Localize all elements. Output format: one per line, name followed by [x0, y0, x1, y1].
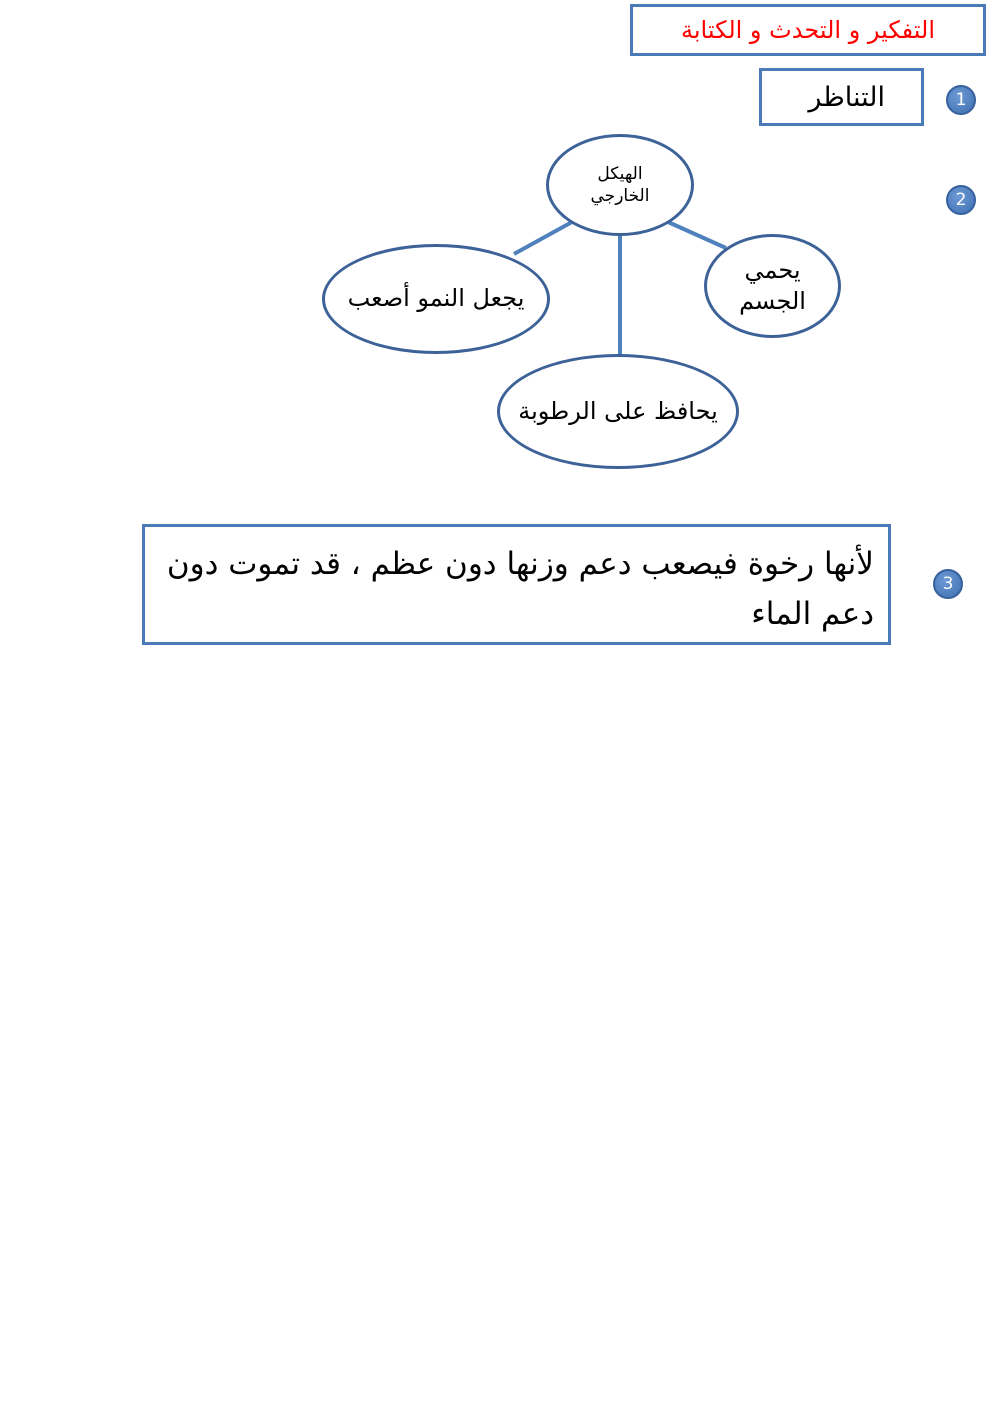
question-number-1: 1 [946, 85, 976, 115]
question-number-3: 3 [933, 569, 963, 599]
diagram-center-node: الهيكل الخارجي [546, 134, 694, 236]
answer-1-text: التناظر [808, 81, 885, 113]
diagram-node-growth-harder: يجعل النمو أصعب [322, 244, 550, 354]
question-number-2: 2 [946, 185, 976, 215]
diagram-node-keeps-moisture: يحافظ على الرطوبة [497, 354, 739, 469]
connector-left [514, 222, 572, 254]
answer-3-text: لأنها رخوة فيصعب دعم وزنها دون عظم ، قد تموت دون دعم الماء [166, 546, 874, 632]
connector-right [668, 222, 726, 248]
answer-3-box [142, 524, 891, 645]
diagram-node-protects-body: يحمي الجسم [704, 234, 841, 338]
page-title: التفكير و التحدث و الكتابة [680, 16, 936, 44]
